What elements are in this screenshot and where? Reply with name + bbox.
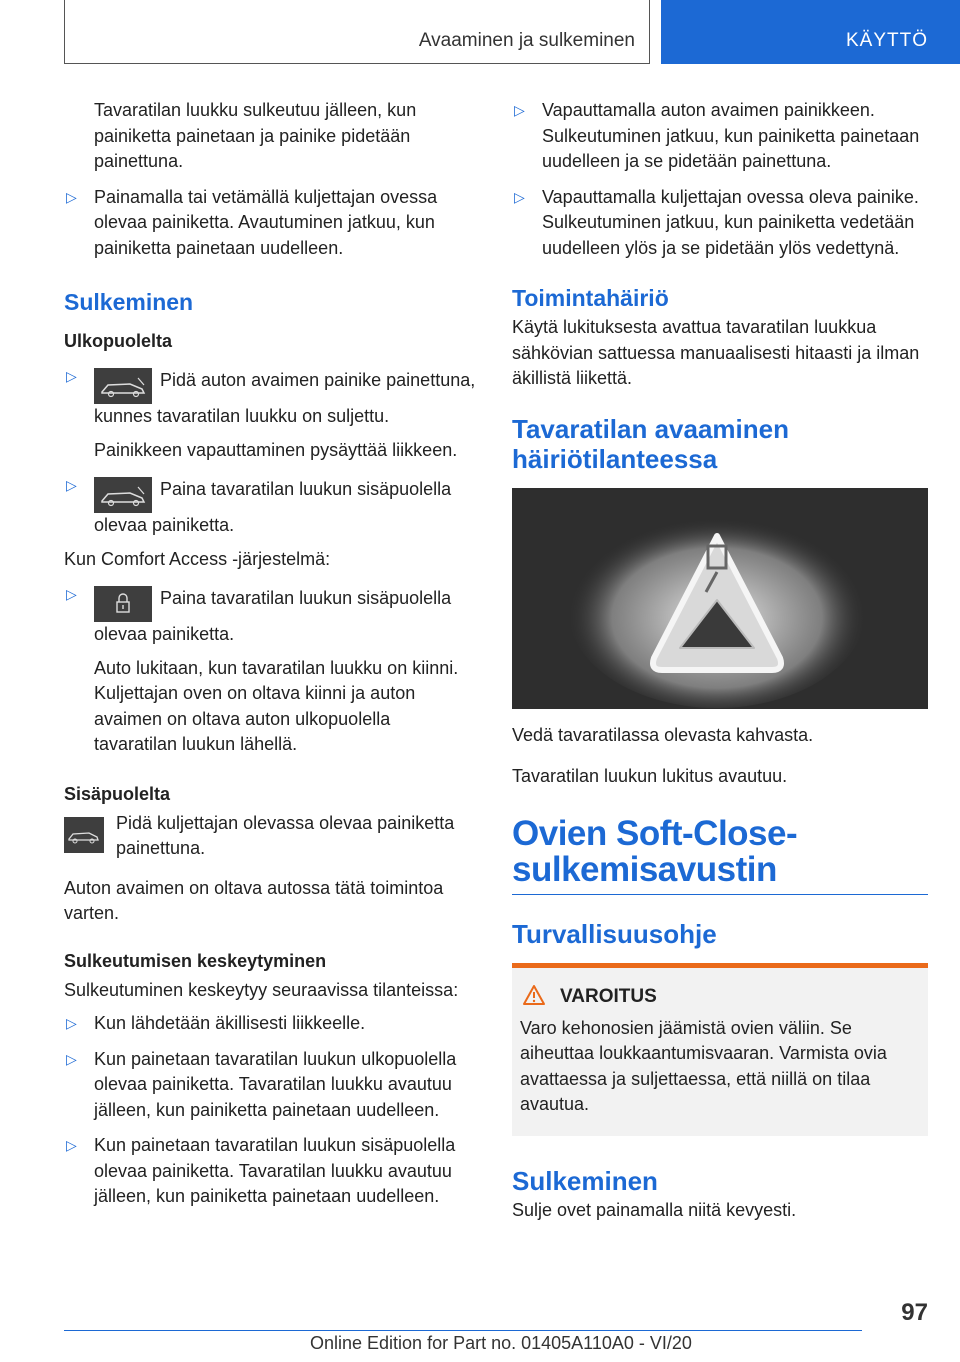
page-number: 97 bbox=[901, 1299, 928, 1326]
list-item: ▷ Kun lähdetään äkillisesti liikkeelle. bbox=[64, 1011, 478, 1037]
inside-item bbox=[64, 811, 478, 862]
list-item bbox=[64, 368, 478, 430]
right-column bbox=[512, 98, 928, 1223]
heading-softclose: Ovien Soft-Close-sulkemisavustin bbox=[512, 813, 798, 889]
car-tailgate-icon bbox=[94, 368, 152, 404]
item-text: Paina tavaratilan luukun sisäpuolella olevaa painiketta. bbox=[94, 479, 452, 535]
heading-malfunction: Toimintahäiriö bbox=[512, 285, 669, 311]
warning-box bbox=[512, 963, 928, 1136]
lock-icon bbox=[94, 586, 152, 622]
heading-safety: Turvallisuusohje bbox=[512, 918, 717, 949]
handle-photo bbox=[512, 488, 928, 709]
heading-interrupt: Sulkeutumisen keskeytyminen bbox=[64, 950, 327, 971]
footer-rule bbox=[64, 1330, 862, 1331]
heading-closing2: Sulkeminen bbox=[512, 1165, 658, 1196]
paragraph: Pidä kuljettajan olevassa olevaa painiketta painettuna. bbox=[116, 812, 455, 858]
list-item bbox=[64, 586, 478, 648]
left-column bbox=[64, 98, 478, 1210]
paragraph: Käytä lukituksesta avattua tavaratilan luukkua sähkövian sattuessa manuaalisesti hitaasti ja ilman äkillistä liikettä. bbox=[512, 317, 920, 388]
heading-emergency: Tavaratilan avaaminen häiriötilanteessa bbox=[512, 413, 789, 474]
running-header bbox=[64, 0, 650, 64]
paragraph: Kun Comfort Access -järjestelmä: bbox=[64, 548, 331, 569]
list-item: ▷ Vapauttamalla kuljettajan ovessa oleva painike. Sulkeutuminen jatkuu, kun painiketta vedetään uudelleen ylös ja se pidetään ylös vedettynä. bbox=[512, 185, 928, 262]
chapter-heading-block bbox=[512, 813, 928, 895]
paragraph: Tavaratilan luukun lukitus avautuu. bbox=[512, 766, 788, 786]
heading-outside: Ulkopuolelta bbox=[64, 331, 173, 351]
warning-text: Varo kehonosien jäämistä ovien väliin. Se aiheuttaa loukkaantumisvaaran. Varmista ovia avattaessa ja suljettaessa, että niillä on tilaa avautua. bbox=[520, 1017, 887, 1114]
edition-text: Online Edition for Part no. 01405A110A0 - VI/20 bbox=[310, 1333, 692, 1353]
paragraph: Vedä tavaratilassa olevasta kahvasta. bbox=[512, 724, 814, 745]
car-tailgate-icon bbox=[64, 817, 104, 853]
warning-title-row bbox=[560, 986, 920, 1008]
list-item: ▷ Painamalla tai vetämällä kuljettajan ovessa olevaa painiketta. Avautuminen jatkuu, kun painiketta painetaan uudelleen. bbox=[64, 185, 478, 262]
list-item: ▷ Kun painetaan tavaratilan luukun ulkopuolella olevaa painiketta. Tavaratilan luukku avautuu jälleen, kun painiketta painetaan uudelleen. bbox=[64, 1047, 478, 1124]
chapter-tab bbox=[661, 0, 960, 64]
list-item: ▷ Vapauttamalla auton avaimen painikkeen. Sulkeutuminen jatkuu, kun painiketta painetaan uudelleen ja se pidetään painettuna. bbox=[512, 98, 928, 175]
list-item: ▷ Kun painetaan tavaratilan luukun sisäpuolella olevaa painiketta. Tavaratilan luukku avautuu jälleen, kun painiketta painetaan uudelleen. bbox=[64, 1133, 478, 1210]
section-title: Avaaminen ja sulkeminen bbox=[418, 30, 635, 51]
warning-title: VAROITUS bbox=[560, 985, 657, 1007]
list-item bbox=[64, 477, 478, 539]
item-text: Paina tavaratilan luukun sisäpuolella olevaa painiketta. bbox=[94, 588, 452, 644]
heading-inside: Sisäpuolelta bbox=[64, 783, 171, 804]
chapter-title: KÄYTTÖ bbox=[845, 30, 928, 51]
paragraph: Painikkeen vapauttaminen pysäyttää liikkeen. bbox=[94, 439, 458, 460]
paragraph: Sulkeutuminen keskeytyy seuraavissa tilanteissa: bbox=[64, 979, 459, 1000]
paragraph: Tavaratilan luukku sulkeutuu jälleen, kun painiketta painetaan ja painike pidetään painettuna. bbox=[94, 100, 417, 171]
heading-closing: Sulkeminen bbox=[64, 289, 194, 315]
paragraph: Auto lukitaan, kun tavaratilan luukku on kiinni. Kuljettajan oven on oltava kiinni ja auton avaimen on oltava auton ulkopuolella tavaratilan luukun lähellä. bbox=[94, 657, 459, 754]
warning-triangle-icon bbox=[522, 984, 546, 1006]
paragraph: Sulje ovet painamalla niitä kevyesti. bbox=[512, 1199, 797, 1220]
item-text: Pidä auton avaimen painike painettuna, kunnes tavaratilan luukku on suljettu. bbox=[94, 370, 476, 426]
paragraph: Auton avaimen on oltava autossa tätä toimintoa varten. bbox=[64, 877, 444, 923]
car-tailgate-icon bbox=[94, 477, 152, 513]
